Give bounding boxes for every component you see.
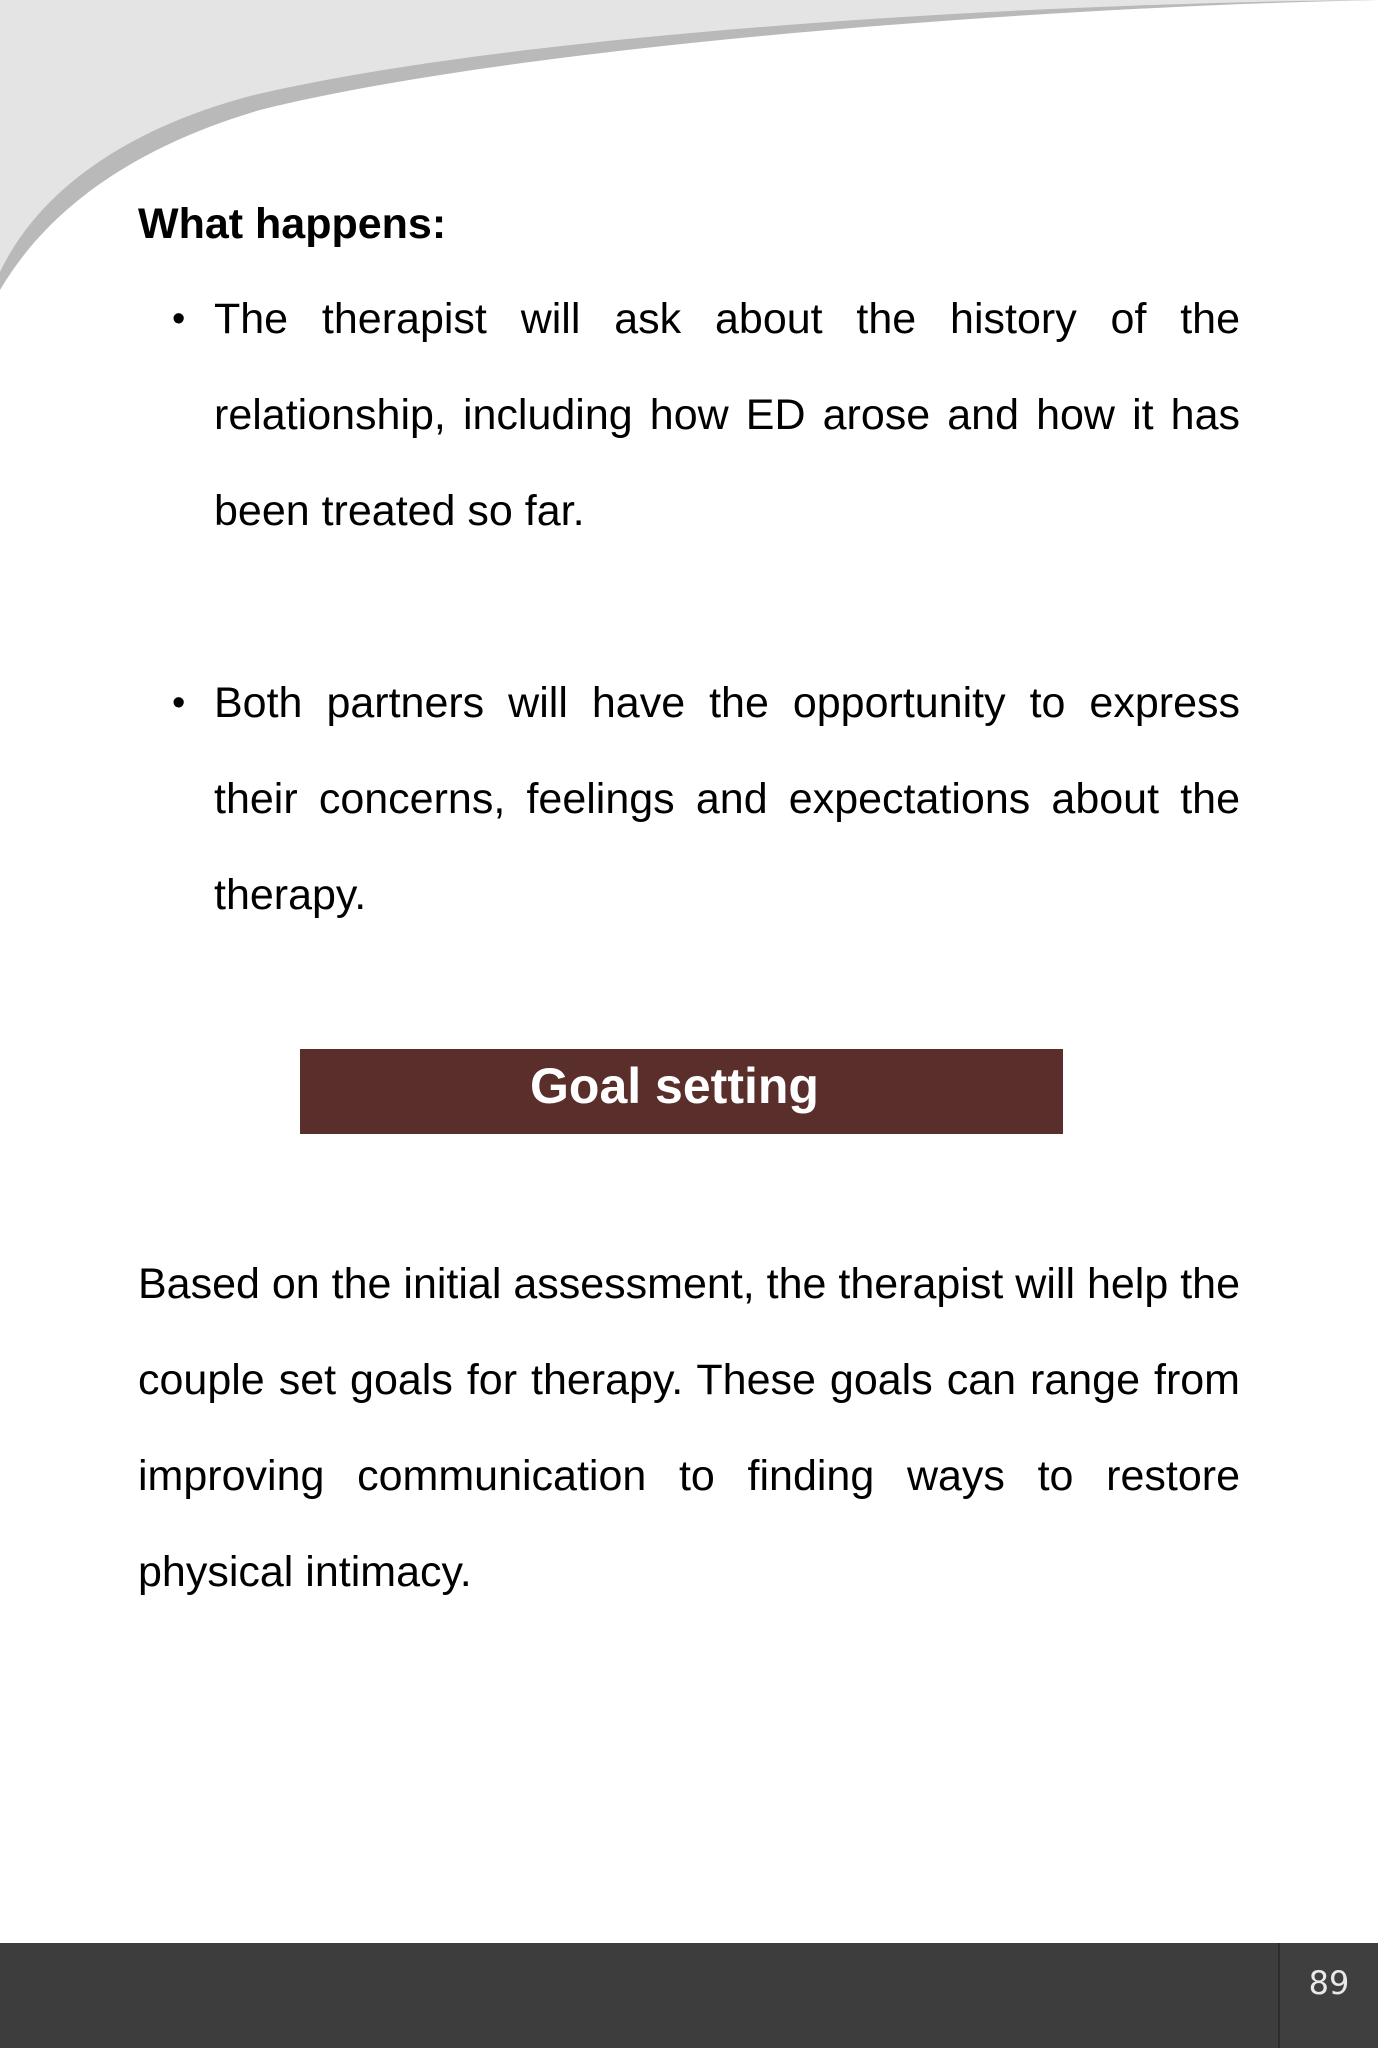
bullet-text: Both partners will have the opportunity to express their concerns, feelings and expectations about the therapy. [214,679,1240,919]
section-label: What happens: [138,200,447,248]
bullet-text: The therapist will ask about the history of the relationship, including how ED arose and how it has been treated so far. [214,295,1240,535]
bullet-marker: • [172,298,186,340]
page-number-box [1278,1943,1378,2048]
corner-swoosh-decoration [0,0,1378,300]
body-paragraph: Based on the initial assessment, the therapist will help the couple set goals for therapy. These goals can range from improving communication to finding ways to restore physical intimacy. [138,1260,1240,1596]
section-heading: Goal setting [530,1058,819,1114]
bullet-marker: • [172,682,186,724]
section-heading-bar [300,1049,1063,1134]
page-number: 89 [1308,1964,1350,2002]
footer-bar [0,1943,1378,2048]
